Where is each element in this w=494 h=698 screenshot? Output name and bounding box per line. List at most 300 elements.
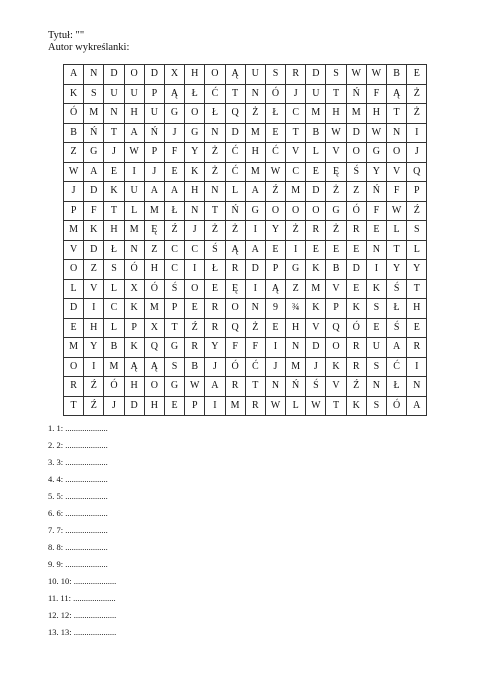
grid-cell: Ź xyxy=(265,182,285,202)
grid-cell: O xyxy=(346,143,366,163)
grid-cell: K xyxy=(84,221,104,241)
grid-cell: Ż xyxy=(326,182,346,202)
grid-cell: E xyxy=(164,396,184,416)
grid-cell: D xyxy=(144,65,164,85)
grid-cell: G xyxy=(185,123,205,143)
grid-row xyxy=(64,338,427,358)
grid-cell: A xyxy=(64,65,84,85)
grid-cell: R xyxy=(225,377,245,397)
grid-cell: A xyxy=(245,182,265,202)
grid-cell: T xyxy=(245,377,265,397)
answer-list xyxy=(48,420,116,641)
grid-row xyxy=(64,221,427,241)
grid-row xyxy=(64,143,427,163)
grid-cell: E xyxy=(326,240,346,260)
grid-cell: N xyxy=(104,104,124,124)
grid-cell: G xyxy=(326,201,346,221)
grid-cell: Ń xyxy=(144,123,164,143)
grid-cell: Q xyxy=(144,338,164,358)
grid-cell: H xyxy=(104,221,124,241)
grid-cell: Y xyxy=(205,338,225,358)
grid-row xyxy=(64,377,427,397)
grid-cell: R xyxy=(205,318,225,338)
grid-cell: E xyxy=(346,279,366,299)
grid-cell: Ź xyxy=(164,221,184,241)
grid-cell: N xyxy=(205,123,225,143)
grid-cell: Z xyxy=(144,240,164,260)
grid-cell: D xyxy=(104,65,124,85)
grid-cell: Ą xyxy=(265,279,285,299)
grid-cell: N xyxy=(245,299,265,319)
grid-cell: I xyxy=(407,357,427,377)
grid-row xyxy=(64,357,427,377)
grid-cell: B xyxy=(387,65,407,85)
grid-cell: O xyxy=(205,65,225,85)
grid-cell: O xyxy=(225,299,245,319)
grid-cell: Ń xyxy=(286,377,306,397)
grid-cell: I xyxy=(245,221,265,241)
answer-line: 7. 7: .................... xyxy=(48,525,108,535)
grid-cell: Ś xyxy=(387,279,407,299)
grid-cell: Ó xyxy=(346,201,366,221)
grid-cell: Ż xyxy=(326,221,346,241)
grid-cell: V xyxy=(64,240,84,260)
grid-cell: S xyxy=(407,221,427,241)
grid-cell: Ę xyxy=(144,221,164,241)
grid-cell: E xyxy=(306,162,326,182)
grid-cell: W xyxy=(265,162,285,182)
grid-cell: N xyxy=(366,377,386,397)
grid-cell: K xyxy=(326,357,346,377)
grid-cell: B xyxy=(64,123,84,143)
grid-cell: E xyxy=(265,240,285,260)
grid-cell: Ź xyxy=(346,377,366,397)
grid-cell: J xyxy=(306,357,326,377)
grid-cell: O xyxy=(265,201,285,221)
grid-cell: D xyxy=(306,338,326,358)
grid-cell: S xyxy=(265,65,285,85)
grid-cell: T xyxy=(326,396,346,416)
grid-cell: L xyxy=(306,143,326,163)
answer-line: 2. 2: .................... xyxy=(48,440,108,450)
grid-cell: F xyxy=(366,84,386,104)
grid-cell: G xyxy=(286,260,306,280)
grid-cell: Ć xyxy=(265,143,285,163)
grid-cell: Ż xyxy=(245,318,265,338)
grid-cell: Ś xyxy=(164,279,184,299)
grid-cell: W xyxy=(265,396,285,416)
grid-cell: V xyxy=(306,318,326,338)
answer-line: 9. 9: .................... xyxy=(48,559,108,569)
grid-row xyxy=(64,123,427,143)
grid-cell: X xyxy=(144,318,164,338)
grid-cell: C xyxy=(164,260,184,280)
grid-cell: I xyxy=(124,162,144,182)
grid-cell: J xyxy=(185,221,205,241)
grid-cell: J xyxy=(104,396,124,416)
grid-cell: Ć xyxy=(387,357,407,377)
grid-cell: Y xyxy=(387,260,407,280)
grid-cell: Ś xyxy=(346,162,366,182)
grid-cell: T xyxy=(225,84,245,104)
grid-cell: D xyxy=(346,123,366,143)
grid-cell: I xyxy=(84,357,104,377)
grid-cell: F xyxy=(366,201,386,221)
grid-cell: X xyxy=(124,279,144,299)
grid-cell: F xyxy=(84,201,104,221)
grid-cell: H xyxy=(144,396,164,416)
grid-cell: A xyxy=(164,182,184,202)
grid-cell: Ó xyxy=(124,260,144,280)
grid-cell: C xyxy=(185,240,205,260)
grid-cell: U xyxy=(124,182,144,202)
grid-cell: O xyxy=(64,357,84,377)
grid-cell: J xyxy=(164,123,184,143)
grid-cell: M xyxy=(225,396,245,416)
grid-cell: E xyxy=(164,162,184,182)
grid-cell: W xyxy=(64,162,84,182)
grid-cell: U xyxy=(366,338,386,358)
grid-cell: Ł xyxy=(265,104,285,124)
grid-cell: P xyxy=(407,182,427,202)
grid-cell: M xyxy=(245,123,265,143)
grid-cell: Ó xyxy=(265,84,285,104)
grid-cell: F xyxy=(387,182,407,202)
grid-cell: T xyxy=(205,201,225,221)
grid-cell: E xyxy=(306,240,326,260)
grid-cell: Ą xyxy=(387,84,407,104)
grid-cell: Z xyxy=(64,143,84,163)
grid-cell: L xyxy=(104,318,124,338)
grid-cell: O xyxy=(64,260,84,280)
grid-cell: J xyxy=(286,84,306,104)
grid-cell: K xyxy=(185,162,205,182)
grid-cell: O xyxy=(306,201,326,221)
answer-line: 5. 5: .................... xyxy=(48,491,108,501)
answer-line: 8. 8: .................... xyxy=(48,542,108,552)
grid-cell: H xyxy=(407,299,427,319)
grid-cell: E xyxy=(407,65,427,85)
grid-cell: Ł xyxy=(185,84,205,104)
grid-cell: P xyxy=(185,396,205,416)
grid-cell: Ą xyxy=(124,357,144,377)
grid-cell: W xyxy=(366,123,386,143)
word-search-grid xyxy=(63,64,427,416)
grid-row xyxy=(64,84,427,104)
grid-cell: W xyxy=(124,143,144,163)
grid-cell: Z xyxy=(286,279,306,299)
grid-cell: T xyxy=(286,123,306,143)
grid-cell: K xyxy=(366,279,386,299)
grid-cell: O xyxy=(387,143,407,163)
grid-cell: M xyxy=(84,104,104,124)
grid-cell: Ł xyxy=(387,377,407,397)
grid-row xyxy=(64,201,427,221)
grid-cell: G xyxy=(84,143,104,163)
title-line: Tytuł: "" xyxy=(48,30,85,41)
grid-cell: Q xyxy=(225,104,245,124)
grid-cell: R xyxy=(64,377,84,397)
grid-cell: K xyxy=(306,299,326,319)
grid-cell: Ź xyxy=(84,396,104,416)
grid-cell: Ź xyxy=(407,201,427,221)
grid-cell: N xyxy=(265,377,285,397)
grid-cell: A xyxy=(144,182,164,202)
grid-cell: H xyxy=(124,377,144,397)
grid-cell: Ć xyxy=(245,357,265,377)
grid-cell: Ż xyxy=(245,104,265,124)
grid-row xyxy=(64,182,427,202)
grid-cell: H xyxy=(185,182,205,202)
grid-cell: F xyxy=(225,338,245,358)
grid-cell: J xyxy=(144,162,164,182)
grid-cell: M xyxy=(346,104,366,124)
grid-cell: G xyxy=(164,338,184,358)
grid-cell: D xyxy=(346,260,366,280)
grid-cell: R xyxy=(346,221,366,241)
grid-cell: E xyxy=(366,221,386,241)
grid-cell: A xyxy=(245,240,265,260)
grid-row xyxy=(64,240,427,260)
answer-line: 4. 4: .................... xyxy=(48,474,108,484)
grid-cell: B xyxy=(104,338,124,358)
grid-cell: M xyxy=(245,162,265,182)
grid-cell: T xyxy=(64,396,84,416)
grid-cell: D xyxy=(225,123,245,143)
grid-cell: T xyxy=(387,240,407,260)
grid-cell: H xyxy=(185,65,205,85)
grid-cell: D xyxy=(64,299,84,319)
grid-cell: Ł xyxy=(104,240,124,260)
grid-cell: Ś xyxy=(306,377,326,397)
grid-cell: N xyxy=(245,84,265,104)
grid-cell: Ć xyxy=(225,162,245,182)
grid-cell: O xyxy=(144,377,164,397)
grid-cell: Q xyxy=(326,318,346,338)
grid-cell: M xyxy=(286,357,306,377)
grid-cell: L xyxy=(387,221,407,241)
grid-cell: Ć xyxy=(205,84,225,104)
answer-line: 6. 6: .................... xyxy=(48,508,108,518)
grid-cell: I xyxy=(185,260,205,280)
grid-cell: S xyxy=(326,65,346,85)
grid-cell: Ą xyxy=(164,84,184,104)
answer-line: 13. 13: .................... xyxy=(48,627,117,637)
answer-line: 12. 12: .................... xyxy=(48,610,117,620)
grid-cell: A xyxy=(205,377,225,397)
grid-cell: G xyxy=(164,104,184,124)
grid-cell: H xyxy=(84,318,104,338)
grid-cell: E xyxy=(346,240,366,260)
grid-cell: M xyxy=(64,221,84,241)
grid-cell: R xyxy=(286,65,306,85)
grid-cell: Y xyxy=(84,338,104,358)
grid-cell: M xyxy=(124,221,144,241)
grid-cell: U xyxy=(104,84,124,104)
grid-cell: T xyxy=(326,84,346,104)
grid-cell: M xyxy=(64,338,84,358)
grid-cell: X xyxy=(164,65,184,85)
grid-cell: L xyxy=(104,279,124,299)
grid-cell: Ł xyxy=(205,104,225,124)
grid-cell: N xyxy=(366,240,386,260)
grid-cell: S xyxy=(104,260,124,280)
grid-cell: M xyxy=(144,201,164,221)
grid-cell: I xyxy=(407,123,427,143)
grid-cell: I xyxy=(245,279,265,299)
grid-cell: Y xyxy=(185,143,205,163)
grid-cell: L xyxy=(64,279,84,299)
grid-cell: Ź xyxy=(84,377,104,397)
grid-cell: Ś xyxy=(387,318,407,338)
grid-cell: R xyxy=(245,396,265,416)
grid-cell: H xyxy=(366,104,386,124)
grid-cell: Ż xyxy=(286,221,306,241)
grid-cell: G xyxy=(366,143,386,163)
grid-row xyxy=(64,260,427,280)
grid-cell: W xyxy=(185,377,205,397)
grid-cell: R xyxy=(346,357,366,377)
grid-cell: H xyxy=(124,104,144,124)
grid-cell: Z xyxy=(346,182,366,202)
grid-cell: W xyxy=(306,396,326,416)
grid-cell: A xyxy=(84,162,104,182)
grid-cell: T xyxy=(164,318,184,338)
grid-cell: Q xyxy=(407,162,427,182)
grid-cell: S xyxy=(84,84,104,104)
grid-cell: S xyxy=(366,396,386,416)
grid-cell: Ż xyxy=(407,84,427,104)
grid-cell: M xyxy=(306,279,326,299)
grid-cell: R xyxy=(185,338,205,358)
grid-cell: W xyxy=(346,65,366,85)
grid-cell: B xyxy=(326,260,346,280)
grid-cell: U xyxy=(306,84,326,104)
grid-cell: N xyxy=(124,240,144,260)
grid-cell: R xyxy=(205,299,225,319)
grid-cell: F xyxy=(164,143,184,163)
grid-cell: O xyxy=(326,338,346,358)
grid-row xyxy=(64,279,427,299)
grid-cell: Ż xyxy=(205,221,225,241)
grid-cell: K xyxy=(346,299,366,319)
grid-cell: I xyxy=(205,396,225,416)
grid-cell: J xyxy=(64,182,84,202)
grid-cell: M xyxy=(306,104,326,124)
grid-cell: P xyxy=(124,318,144,338)
grid-cell: D xyxy=(245,260,265,280)
grid-cell: N xyxy=(387,123,407,143)
grid-cell: J xyxy=(265,357,285,377)
grid-cell: K xyxy=(64,84,84,104)
author-line: Autor wykreślanki: xyxy=(48,42,130,53)
grid-cell: J xyxy=(205,357,225,377)
grid-cell: 9 xyxy=(265,299,285,319)
grid-cell: N xyxy=(407,377,427,397)
grid-cell: R xyxy=(346,338,366,358)
grid-cell: Ń xyxy=(84,123,104,143)
grid-cell: P xyxy=(326,299,346,319)
grid-cell: Ł xyxy=(164,201,184,221)
grid-cell: O xyxy=(185,104,205,124)
grid-cell: G xyxy=(164,377,184,397)
grid-cell: Z xyxy=(84,260,104,280)
grid-cell: N xyxy=(205,182,225,202)
grid-cell: Ż xyxy=(225,221,245,241)
grid-cell: Ą xyxy=(225,65,245,85)
grid-cell: D xyxy=(306,182,326,202)
grid-cell: K xyxy=(124,338,144,358)
grid-cell: J xyxy=(407,143,427,163)
grid-cell: O xyxy=(185,279,205,299)
grid-cell: K xyxy=(346,396,366,416)
grid-cell: R xyxy=(407,338,427,358)
grid-cell: G xyxy=(245,201,265,221)
grid-cell: Ó xyxy=(144,279,164,299)
grid-cell: C xyxy=(164,240,184,260)
grid-cell: Ń xyxy=(346,84,366,104)
grid-cell: Ó xyxy=(225,357,245,377)
grid-cell: F xyxy=(245,338,265,358)
grid-row xyxy=(64,299,427,319)
grid-cell: O xyxy=(124,65,144,85)
grid-cell: Y xyxy=(407,260,427,280)
grid-cell: H xyxy=(144,260,164,280)
grid-cell: S xyxy=(366,357,386,377)
grid-cell: ¾ xyxy=(286,299,306,319)
grid-cell: P xyxy=(164,299,184,319)
grid-cell: E xyxy=(205,279,225,299)
grid-cell: M xyxy=(286,182,306,202)
grid-cell: E xyxy=(104,162,124,182)
grid-cell: N xyxy=(286,338,306,358)
grid-cell: Ę xyxy=(225,279,245,299)
grid-cell: E xyxy=(366,318,386,338)
grid-row xyxy=(64,396,427,416)
grid-cell: C xyxy=(104,299,124,319)
grid-cell: Ź xyxy=(185,318,205,338)
grid-cell: L xyxy=(124,201,144,221)
worksheet-header xyxy=(48,30,129,54)
grid-cell: Ż xyxy=(205,162,225,182)
grid-cell: S xyxy=(164,357,184,377)
grid-cell: Ó xyxy=(346,318,366,338)
grid-cell: T xyxy=(104,123,124,143)
grid-cell: Ó xyxy=(104,377,124,397)
grid-cell: V xyxy=(286,143,306,163)
grid-row xyxy=(64,318,427,338)
grid-cell: S xyxy=(366,299,386,319)
grid-row xyxy=(64,65,427,85)
grid-cell: L xyxy=(286,396,306,416)
grid-cell: T xyxy=(104,201,124,221)
grid-cell: Ń xyxy=(366,182,386,202)
grid-cell: A xyxy=(407,396,427,416)
grid-cell: T xyxy=(387,104,407,124)
grid-cell: L xyxy=(225,182,245,202)
grid-cell: Ę xyxy=(326,162,346,182)
grid-cell: V xyxy=(326,279,346,299)
grid-cell: I xyxy=(286,240,306,260)
grid-cell: P xyxy=(144,143,164,163)
grid-cell: N xyxy=(185,201,205,221)
grid-cell: E xyxy=(407,318,427,338)
grid-cell: H xyxy=(286,318,306,338)
grid-cell: M xyxy=(144,299,164,319)
grid-cell: D xyxy=(306,65,326,85)
grid-cell: Ż xyxy=(205,143,225,163)
grid-cell: Q xyxy=(225,318,245,338)
